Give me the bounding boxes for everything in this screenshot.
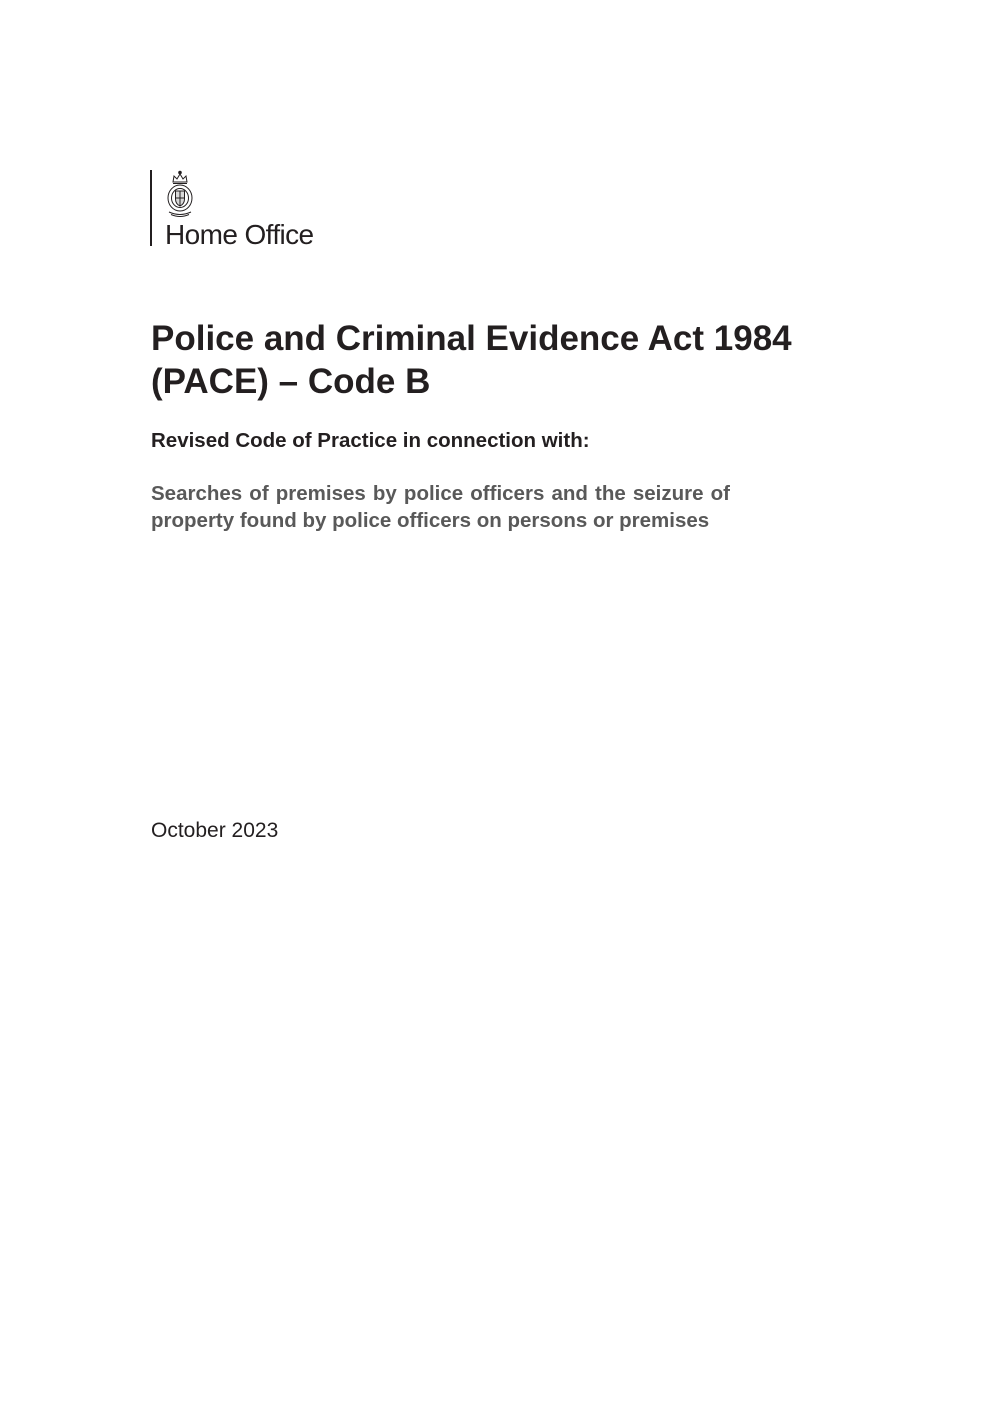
page-title [151, 317, 871, 403]
title-line-2: (PACE) – Code B [151, 362, 431, 401]
description: Searches of premises by police officers and the seizure of property found by police officers on persons or premises [151, 482, 730, 532]
logo-rule [150, 170, 152, 246]
subtitle: Revised Code of Practice in connection with: [151, 429, 590, 452]
logo-text: Home Office [165, 219, 314, 250]
home-office-logo [150, 170, 350, 250]
publication-date: October 2023 [151, 819, 279, 842]
royal-crest-icon [164, 170, 196, 218]
title-line-1: Police and Criminal Evidence Act 1984 [151, 319, 792, 358]
